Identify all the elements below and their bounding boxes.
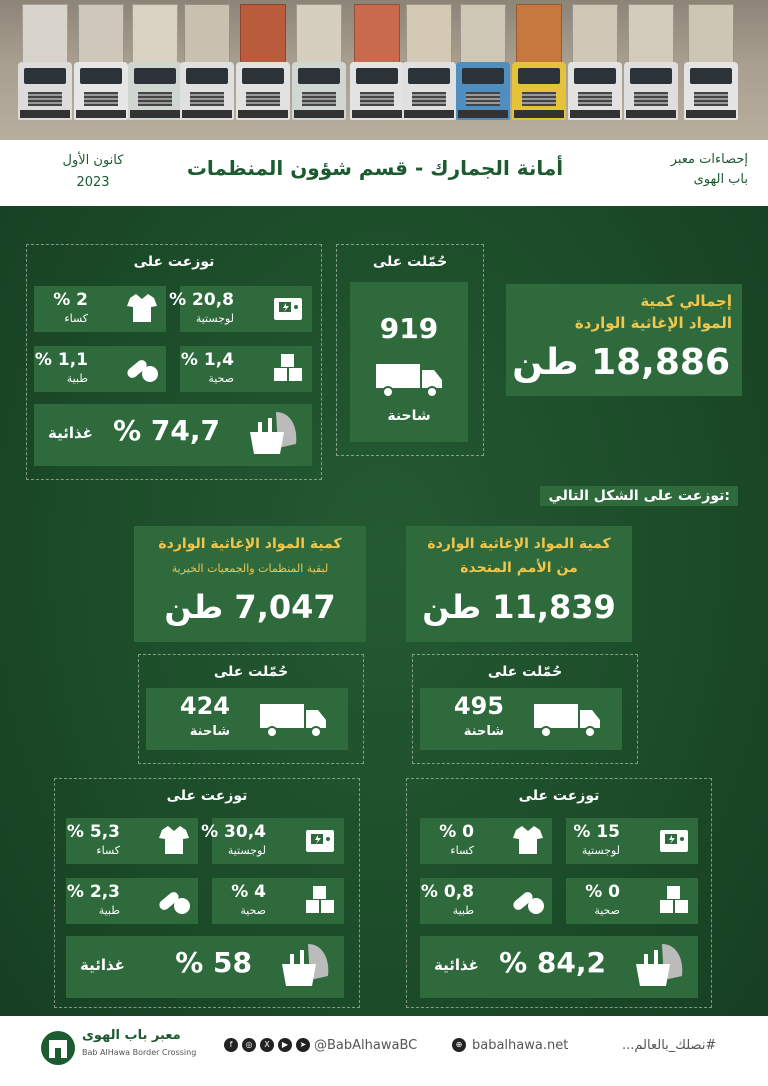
truck-photo-shape [568, 4, 622, 122]
page-title: أمانة الجمارك - قسم شؤون المنظمات [186, 156, 564, 180]
pills-icon [510, 882, 546, 918]
x-icon[interactable]: X [260, 1038, 274, 1052]
ngo-title-line-1: كمية المواد الإغاثية الواردة [158, 536, 342, 552]
youtube-icon[interactable]: ▶ [278, 1038, 292, 1052]
tile-percent: % 1,4 [180, 350, 234, 370]
tile-percent: % 20,8 [169, 290, 234, 310]
tile-label: لوجستية [195, 312, 234, 325]
truck-photo-shape [180, 4, 234, 122]
shirt-icon [510, 822, 546, 858]
truck-photo-shape [684, 4, 738, 122]
tile-percent: % 0,8 [420, 882, 474, 902]
truck-icon [532, 702, 602, 738]
crossing-logo-icon [40, 1028, 76, 1068]
tile-food [66, 936, 344, 998]
tile-clothing [34, 286, 166, 332]
food-label: غذائية [434, 956, 479, 974]
stats-label [628, 150, 748, 190]
tile-percent: % 2 [53, 290, 88, 310]
social-handle[interactable]: @BabAlhawaBC [314, 1038, 418, 1053]
tile-percent: % 0 [585, 882, 620, 902]
generator-icon [302, 822, 338, 858]
food-label: غذائية [80, 956, 125, 974]
food-percent: % 58 [175, 946, 252, 979]
pills-icon [124, 350, 160, 386]
tile-percent: % 15 [573, 822, 620, 842]
telegram-icon[interactable]: ➤ [296, 1038, 310, 1052]
logo-subtitle: Bab AlHawa Border Crossing [82, 1048, 197, 1057]
un-title-line-2: من الأمم المتحدة [460, 560, 578, 576]
food-basket-icon [632, 940, 688, 992]
food-basket-icon [246, 408, 302, 460]
tile-medical [34, 346, 166, 392]
globe-icon: ⊕ [452, 1038, 466, 1052]
facebook-icon[interactable]: f [224, 1038, 238, 1052]
tile-label: صحية [594, 904, 620, 917]
hashtag: #نصلك_بالعالم... [622, 1038, 717, 1053]
tile-label: صحية [208, 372, 234, 385]
stats-line-2: باب الهوى [693, 172, 748, 187]
shirt-icon [124, 290, 160, 326]
tile-label: صحية [240, 904, 266, 917]
stats-line-1: إحصاءات معبر [670, 152, 748, 167]
un-carried-label: حُمّلت على [487, 664, 563, 680]
tile-label: لوجستية [227, 844, 266, 857]
tile-percent: % 2,3 [66, 882, 120, 902]
tile-percent: % 1,1 [34, 350, 88, 370]
tile-label: كساء [64, 312, 88, 325]
tile-logistics [201, 818, 344, 864]
summary-trucks-panel [350, 282, 468, 442]
truck-photo-shape [18, 4, 72, 122]
tile-clothing [66, 818, 198, 864]
ngo-trucks-panel [146, 688, 348, 750]
truck-photo-shape [128, 4, 182, 122]
total-tonnage: 18,886 طن [512, 342, 730, 383]
tile-label: طبية [452, 904, 474, 917]
ngo-summary-panel [134, 526, 366, 642]
instagram-icon[interactable]: ◎ [242, 1038, 256, 1052]
truck-photo-shape [624, 4, 678, 122]
tile-health [212, 878, 344, 924]
ngo-tonnage: 7,047 طن [164, 588, 336, 626]
truck-photo-shape [74, 4, 128, 122]
report-date [28, 150, 158, 194]
boxes-icon [656, 882, 692, 918]
truck-photo-shape [236, 4, 290, 122]
total-title-line-1: إجمالي كمية [640, 292, 732, 310]
tile-medical [420, 878, 552, 924]
un-trucks-panel [420, 688, 622, 750]
tile-logistics [169, 286, 312, 332]
footer [0, 1016, 768, 1086]
total-summary-panel [506, 284, 742, 396]
truck-photo-shape [350, 4, 404, 122]
tile-food [34, 404, 312, 466]
generator-icon [270, 290, 306, 326]
trucks-banner-image [0, 0, 768, 140]
food-percent: % 84,2 [499, 946, 606, 979]
website-link[interactable]: babalhawa.net [472, 1038, 569, 1053]
truck-photo-shape [456, 4, 510, 122]
ngo-trucks-unit: شاحنة [189, 724, 230, 739]
tile-percent: % 5,3 [66, 822, 120, 842]
total-title-line-2: المواد الإغاثية الواردة [574, 314, 732, 332]
tile-label: كساء [96, 844, 120, 857]
boxes-icon [302, 882, 338, 918]
un-distributed-label: توزعت على [518, 788, 600, 804]
food-label: غذائية [48, 424, 93, 442]
tile-percent: % 0 [439, 822, 474, 842]
truck-photo-shape [402, 4, 456, 122]
ngo-title-line-2: لبقية المنظمات والجمعيات الخيرية [171, 562, 329, 575]
tile-label: لوجستية [581, 844, 620, 857]
truck-photo-shape [292, 4, 346, 122]
tile-health [180, 346, 312, 392]
truck-icon [374, 362, 444, 398]
un-title-line-1: كمية المواد الإغاثية الواردة [427, 536, 611, 552]
ngo-carried-label: حُمّلت على [213, 664, 289, 680]
tile-clothing [420, 818, 552, 864]
food-basket-icon [278, 940, 334, 992]
report-month: كانون الأول [62, 153, 124, 168]
food-percent: % 74,7 [113, 414, 220, 447]
shirt-icon [156, 822, 192, 858]
pills-icon [156, 882, 192, 918]
tile-food [420, 936, 698, 998]
tile-percent: % 30,4 [201, 822, 266, 842]
report-year: 2023 [76, 175, 110, 190]
un-trucks-count: 495 [453, 692, 504, 720]
truck-photo-shape [512, 4, 566, 122]
summary-trucks-unit: شاحنة [387, 408, 431, 424]
un-tonnage: 11,839 طن [422, 588, 616, 626]
tile-percent: % 4 [231, 882, 266, 902]
ngo-trucks-count: 424 [179, 692, 230, 720]
infographic-body [0, 206, 768, 1086]
un-summary-panel [406, 526, 632, 642]
summary-trucks-count: 919 [379, 312, 439, 345]
ngo-distributed-label: توزعت على [166, 788, 248, 804]
boxes-icon [270, 350, 306, 386]
summary-distributed-label: توزعت على [133, 254, 215, 270]
tile-logistics [566, 818, 698, 864]
generator-icon [656, 822, 692, 858]
truck-icon [258, 702, 328, 738]
un-trucks-unit: شاحنة [463, 724, 504, 739]
summary-carried-label: حُمّلت على [372, 254, 448, 270]
tile-health [566, 878, 698, 924]
tile-label: طبية [66, 372, 88, 385]
tile-label: كساء [450, 844, 474, 857]
tile-label: طبية [98, 904, 120, 917]
split-label: توزعت على الشكل التالي: [540, 486, 738, 506]
tile-medical [66, 878, 198, 924]
title-bar [0, 140, 768, 206]
logo-name: معبر باب الهوى [82, 1028, 181, 1043]
